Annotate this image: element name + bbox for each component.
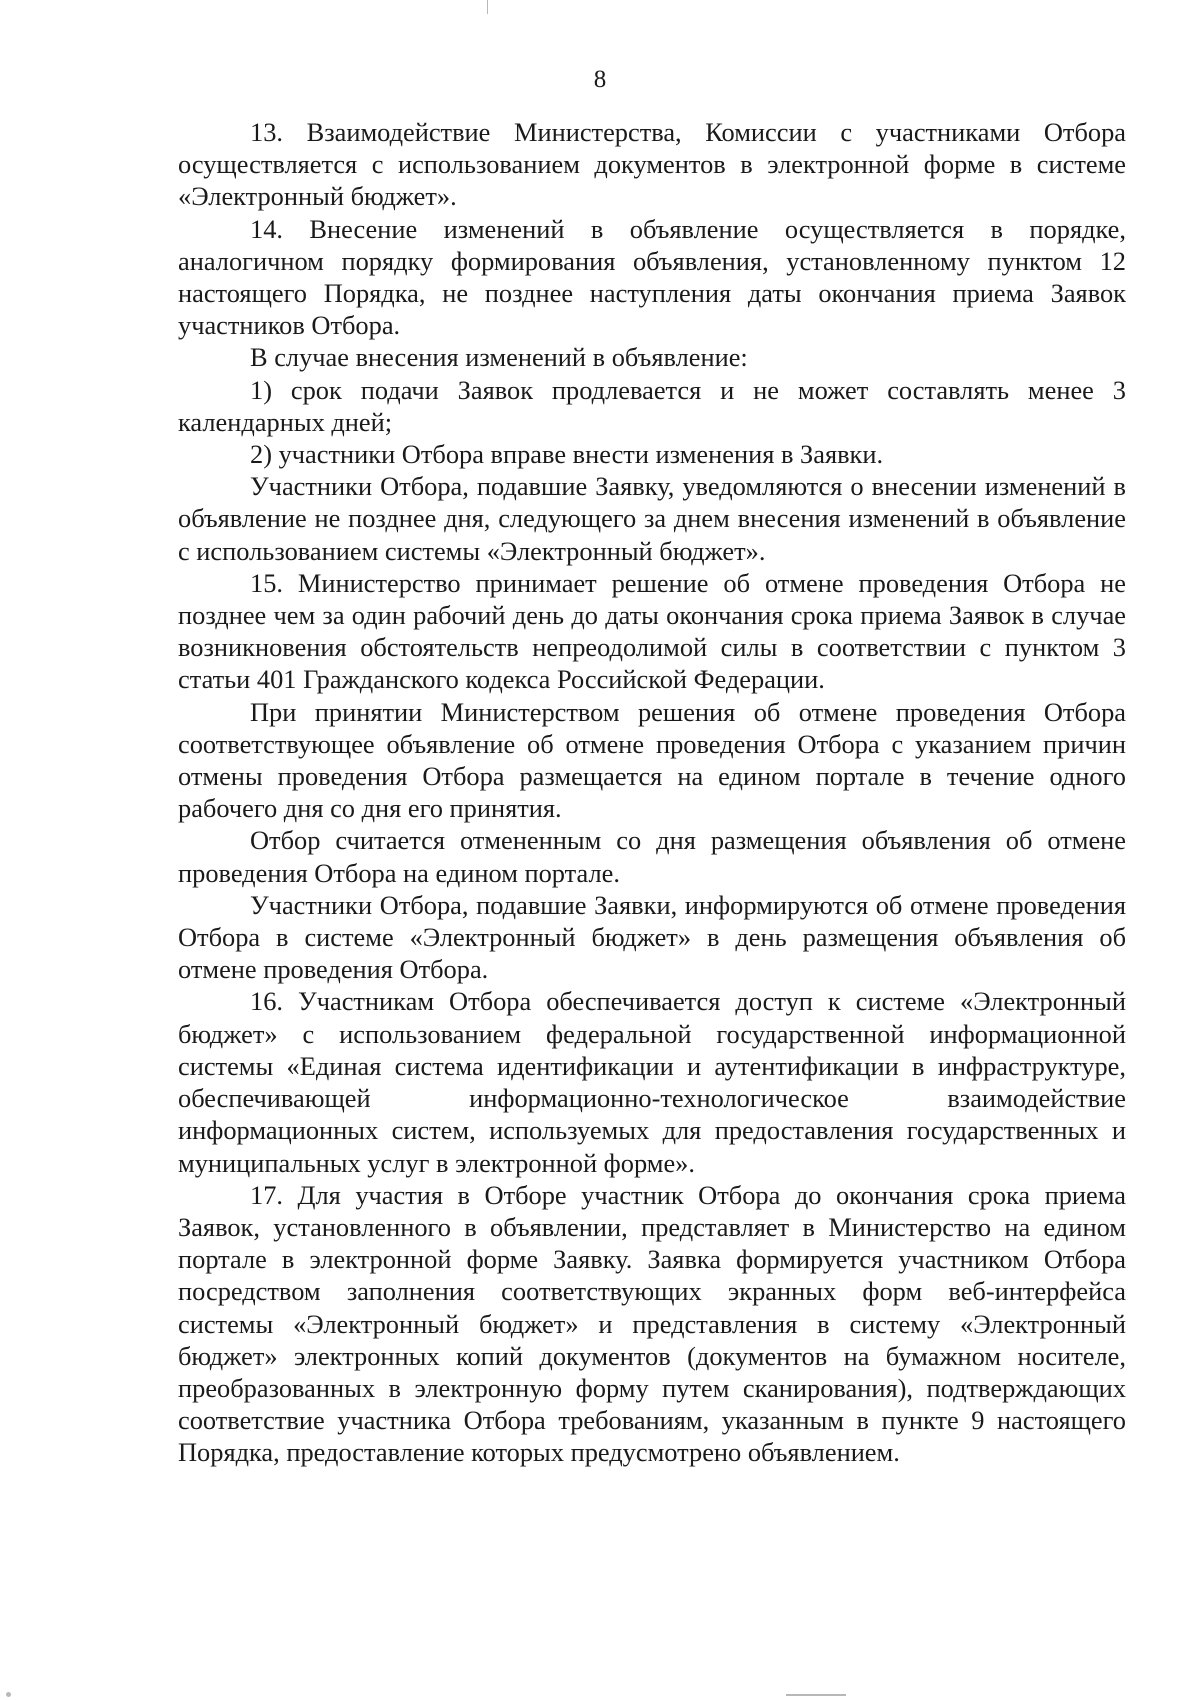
paragraph-15: 15. Министерство принимает решение об отмене проведения Отбора не позднее чем за один рабочий день до даты окончания срока приема Заявок в случае возникновения обстоятельств непреодолимой силы в соответствии с пунктом 3 статьи 401 Гражданского кодекса Российской Федерации.: [178, 567, 1126, 695]
paragraph-15-cancelled: Отбор считается отмененным со дня размещения объявления об отмене проведения Отбора на едином портале.: [178, 825, 1126, 888]
paragraph-15-announcement: При принятии Министерством решения об отмене проведения Отбора соответствующее объявление об отмене проведения Отбора с указанием причин отмены проведения Отбора размещается на едином портале в течение одного рабочего дня со дня его принятия.: [178, 696, 1126, 824]
page-number: 8: [593, 66, 607, 93]
scan-edge-mark-bottom-right: [786, 1694, 846, 1696]
paragraph-14-item-1: 1) срок подачи Заявок продлевается и не может составлять менее 3 календарных дней;: [178, 374, 1126, 437]
paragraph-15-notification: Участники Отбора, подавшие Заявки, информируются об отмене проведения Отбора в системе «Электронный бюджет» в день размещения объявления об отмене проведения Отбора.: [178, 889, 1126, 985]
paragraph-14-intro: В случае внесения изменений в объявление:: [250, 342, 748, 373]
document-body: [178, 116, 1126, 1469]
scan-edge-mark-bottom-left: [6, 1692, 11, 1697]
paragraph-16: 16. Участникам Отбора обеспечивается доступ к системе «Электронный бюджет» с использованием федеральной государственной информационной системы «Единая система идентификации и аутентификации в инфраструктуре, обеспечивающей информационно-технологическое взаимодействие информационных систем, используемых для предоставления государственных и муниципальных услуг в электронной форме».: [178, 986, 1126, 1178]
paragraph-14-item-2: 2) участники Отбора вправе внести изменения в Заявки.: [250, 439, 884, 470]
scan-edge-mark-top: [487, 0, 488, 14]
paragraph-13: 13. Взаимодействие Министерства, Комиссии с участниками Отбора осуществляется с использованием документов в электронной форме в системе «Электронный бюджет».: [178, 117, 1126, 212]
paragraph-14: 14. Внесение изменений в объявление осуществляется в порядке, аналогичном порядку формирования объявления, установленному пунктом 12 настоящего Порядка, не позднее наступления даты окончания приема Заявок участников Отбора.: [178, 213, 1126, 341]
paragraph-17: 17. Для участия в Отборе участник Отбора до окончания срока приема Заявок, установленного в объявлении, представляет в Министерство на едином портале в электронной форме Заявку. Заявка формируется участником Отбора посредством заполнения соответствующих экранных форм веб-интерфейса системы «Электронный бюджет» и представления в систему «Электронный бюджет» электронных копий документов (документов на бумажном носителе, преобразованных в электронную форму путем сканирования), подтверждающих соответствие участника Отбора требованиям, указанным в пункте 9 настоящего Порядка, предоставление которых предусмотрено объявлением.: [178, 1179, 1126, 1468]
paragraph-14-notice: Участники Отбора, подавшие Заявку, уведомляются о внесении изменений в объявление не позднее дня, следующего за днем внесения изменений в объявление с использованием системы «Электронный бюджет».: [178, 471, 1126, 566]
